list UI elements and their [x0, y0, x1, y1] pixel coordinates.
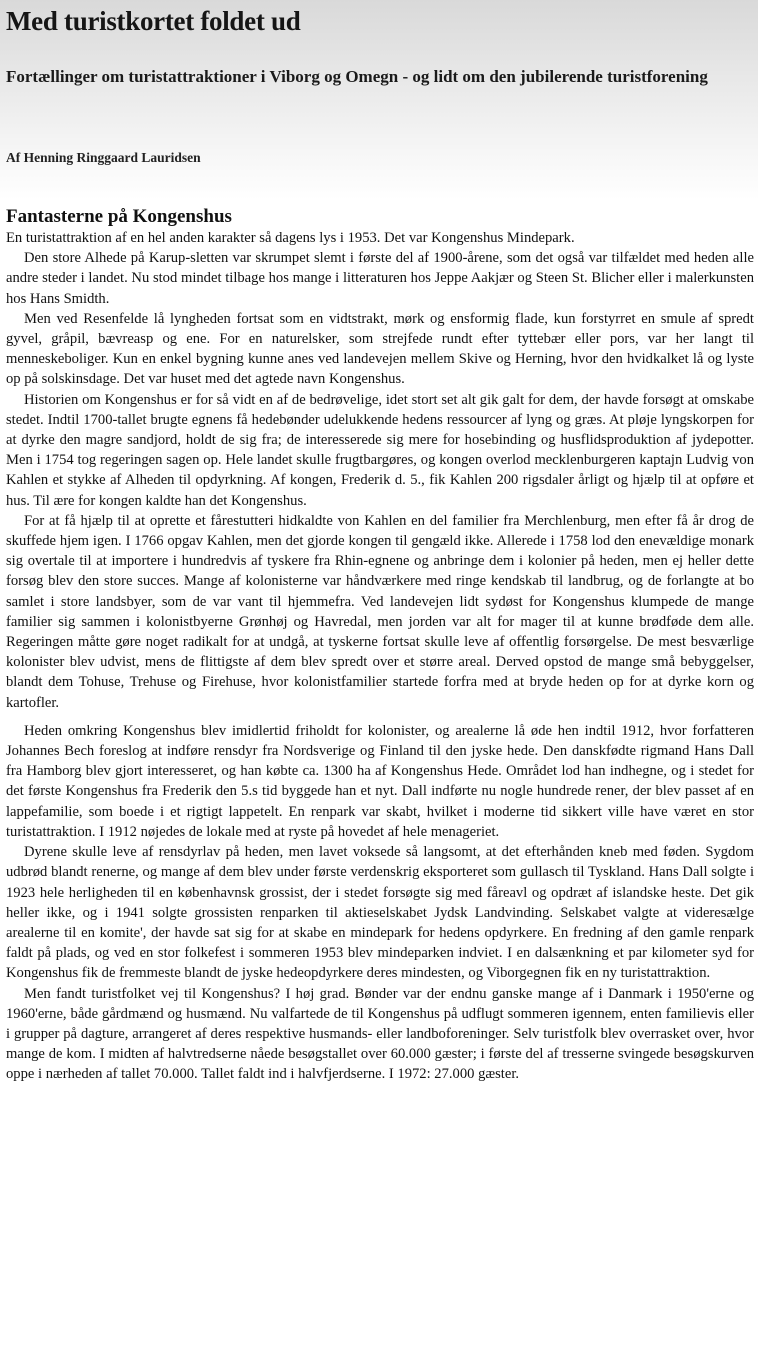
paragraph: Men ved Resenfelde lå lyngheden fortsat som en vidtstrakt, mørk og ensformig flade, kun forstyrret en smule af spredt gyvel, gråpil, bævreasp og ene. For en naturelsker, som strejfede rundt efter tyttebær eller pors, var her langt til menneskeboliger. Kun en enkel bygning kunne anes ved landevejen mellem Skive og Herning, hvor den hvidkalket lå og lyste op på solskinsdage. Det var huset med det agtede navn Kongenshus. — [6, 310, 754, 388]
paragraph: En turistattraktion af en hel anden karakter så dagens lys i 1953. Det var Kongenshus Mindepark. — [6, 230, 575, 246]
section-heading: Fantasterne på Kongenshus — [6, 206, 232, 227]
paragraph: For at få hjælp til at oprette et fårestutteri hidkaldte von Kahlen en del familier fra Merchlenburg, men efter få år drog de skuffede hjem igen. I 1766 opgav Kahlen, men det gjorde kongen til gengæld ikke. Allerede i 1758 lod den enevældige monark sig overtale til at importere i hundredvis af tyskere fra Rhin-egnene og anbringe dem i kolonier på heden, men ej heller dette forsøg blev den store succes. Mange af kolonisterne var håndværkere med ringe kendskab til landbrug, og de forlangte at bo samlet i store landsbyer, som de var vant til hjemmefra. Ved landevejen lidt sydøst for Kongenshus klumpede de mange familier sig sammen i kolonistbyerne Grønhøj og Havredal, men jorden var alt for mager til at kunne brødføde dem alle. Regeringen måtte gøre noget radikalt for at undgå, at tyskerne fortsat skulle leve af offentlig forsørgelse. De mest besværlige kolonister blev udvist, mens de flittigste af dem blev spredt over et større areal. Derved opstod de mange små bebyggelser, blandt dem Tohuse, Trehuse og Firehuse, hvor kolonistfamilier startede forfra med at bryde heden op for at dyrke korn og kartofler. — [6, 512, 754, 711]
article-author: Af Henning Ringgaard Lauridsen — [6, 150, 201, 165]
paragraph: Men fandt turistfolket vej til Kongenshus? I høj grad. Bønder var der endnu ganske mange af i Danmark i 1950'erne og 1960'erne, både gårdmænd og husmænd. Nu valfartede de til Kongenshus på udflugt sommeren igennem, enten familievis eller i grupper på dagture, arrangeret af deres respektive husmands- eller landboforeninger. Selv turistfolk blev overrasket over, hvor mange de kom. I midten af halvtredserne nåede besøgstallet over 60.000 gæster; i første del af tresserne svingede besøgskurven oppe i nærheden af tallet 70.000. Tallet faldt ind i halvfjerdserne. I 1972: 27.000 gæster. — [6, 985, 754, 1083]
paragraph: Heden omkring Kongenshus blev imidlertid friholdt for kolonister, og arealerne lå øde hen indtil 1912, hvor forfatteren Johannes Bech foreslog at indføre rensdyr fra Nordsverige og Finland til den jyske hede. Den danskfødte rigmand Hans Dall fra Hamborg blev gjort interesseret, og han købte ca. 1300 ha af Kongenshus Hede. Området lod han indhegne, og i stedet for det første Kongenshus fra Frederik den 5.s tid byggede han et nyt. Dall indførte nu nogle hundrede rener, der blev passet af en lappefamilie, som boede i et rigtigt lappetelt. En renpark var skabt, hvilket i moderne tid sikkert ville have været en stor turistattraktion. I 1912 nøjedes de lokale med at ryste på hovedet af hele menageriet. — [6, 722, 754, 840]
article-title: Med turistkortet foldet ud — [6, 6, 301, 36]
paragraph: Historien om Kongenshus er for så vidt en af de bedrøvelige, idet stort set alt gik galt for dem, der havde forsøgt at omskabe stedet. Indtil 1700-tallet brugte egnens få hedebønder udelukkende hedens ressourcer af lyng og græs. At pløje lyngskorpen for at dyrke den magre sandjord, holdt de sig fra; de interesserede sig mere for hosebinding og husflidsproduktion af jydepotter. Men i 1754 tog regeringen sagen op. Hele landet skulle frugtbargøres, og kongen overlod mecklenburgeren kaptajn Ludvig von Kahlen et stykke af Alheden til opdyrkning. Af kongen, Frederik d. 5., fik Kahlen 200 rigsdaler årligt og hjælp til at opføre et hus. Til ære for kongen kaldte han det Kongenshus. — [6, 391, 754, 509]
paragraph: Dyrene skulle leve af rensdyrlav på heden, men lavet voksede så langsomt, at det efterhånden kneb med føden. Sygdom udbrød blandt renerne, og mange af dem blev under første verdenskrig eksporteret som gullasch til Tyskland. Hans Dall solgte i 1923 hele herligheden til en københavnsk grossist, der i stedet forsøgte sig med fåreavl og opdræt af islandske heste. Det gik heller ikke, og i 1941 solgte grossisten renparken til aktieselskabet Jydsk Landvinding. Selskabet valgte at videresælge arealerne til en komite', der havde sat sig for at skabe en mindepark for hedens opdyrkere. En fredning af den gamle renpark faldt på plads, og ved en stor folkefest i sommeren 1953 blev mindeparken indviet. I en dalsænkning et par kilometer syd for Kongenshus fik de fremmeste blandt de jyske hedeopdyrkere deres mindesten, og Viborgegnen fik en ny turistattraktion. — [6, 844, 754, 982]
paragraph: Den store Alhede på Karup-sletten var skrumpet slemt i første del af 1900-årene, som det også var tilfældet med heden alle andre steder i landet. Nu stod mindet tilbage hos mange i litteraturen hos Jeppe Aakjær og Steen St. Blicher eller i malerkunsten hos Hans Smidth. — [6, 250, 754, 307]
article-subtitle: Fortællinger om turistattraktioner i Viborg og Omegn - og lidt om den jubilerende turistforening — [6, 67, 708, 86]
section-fantasterne — [6, 206, 754, 1085]
